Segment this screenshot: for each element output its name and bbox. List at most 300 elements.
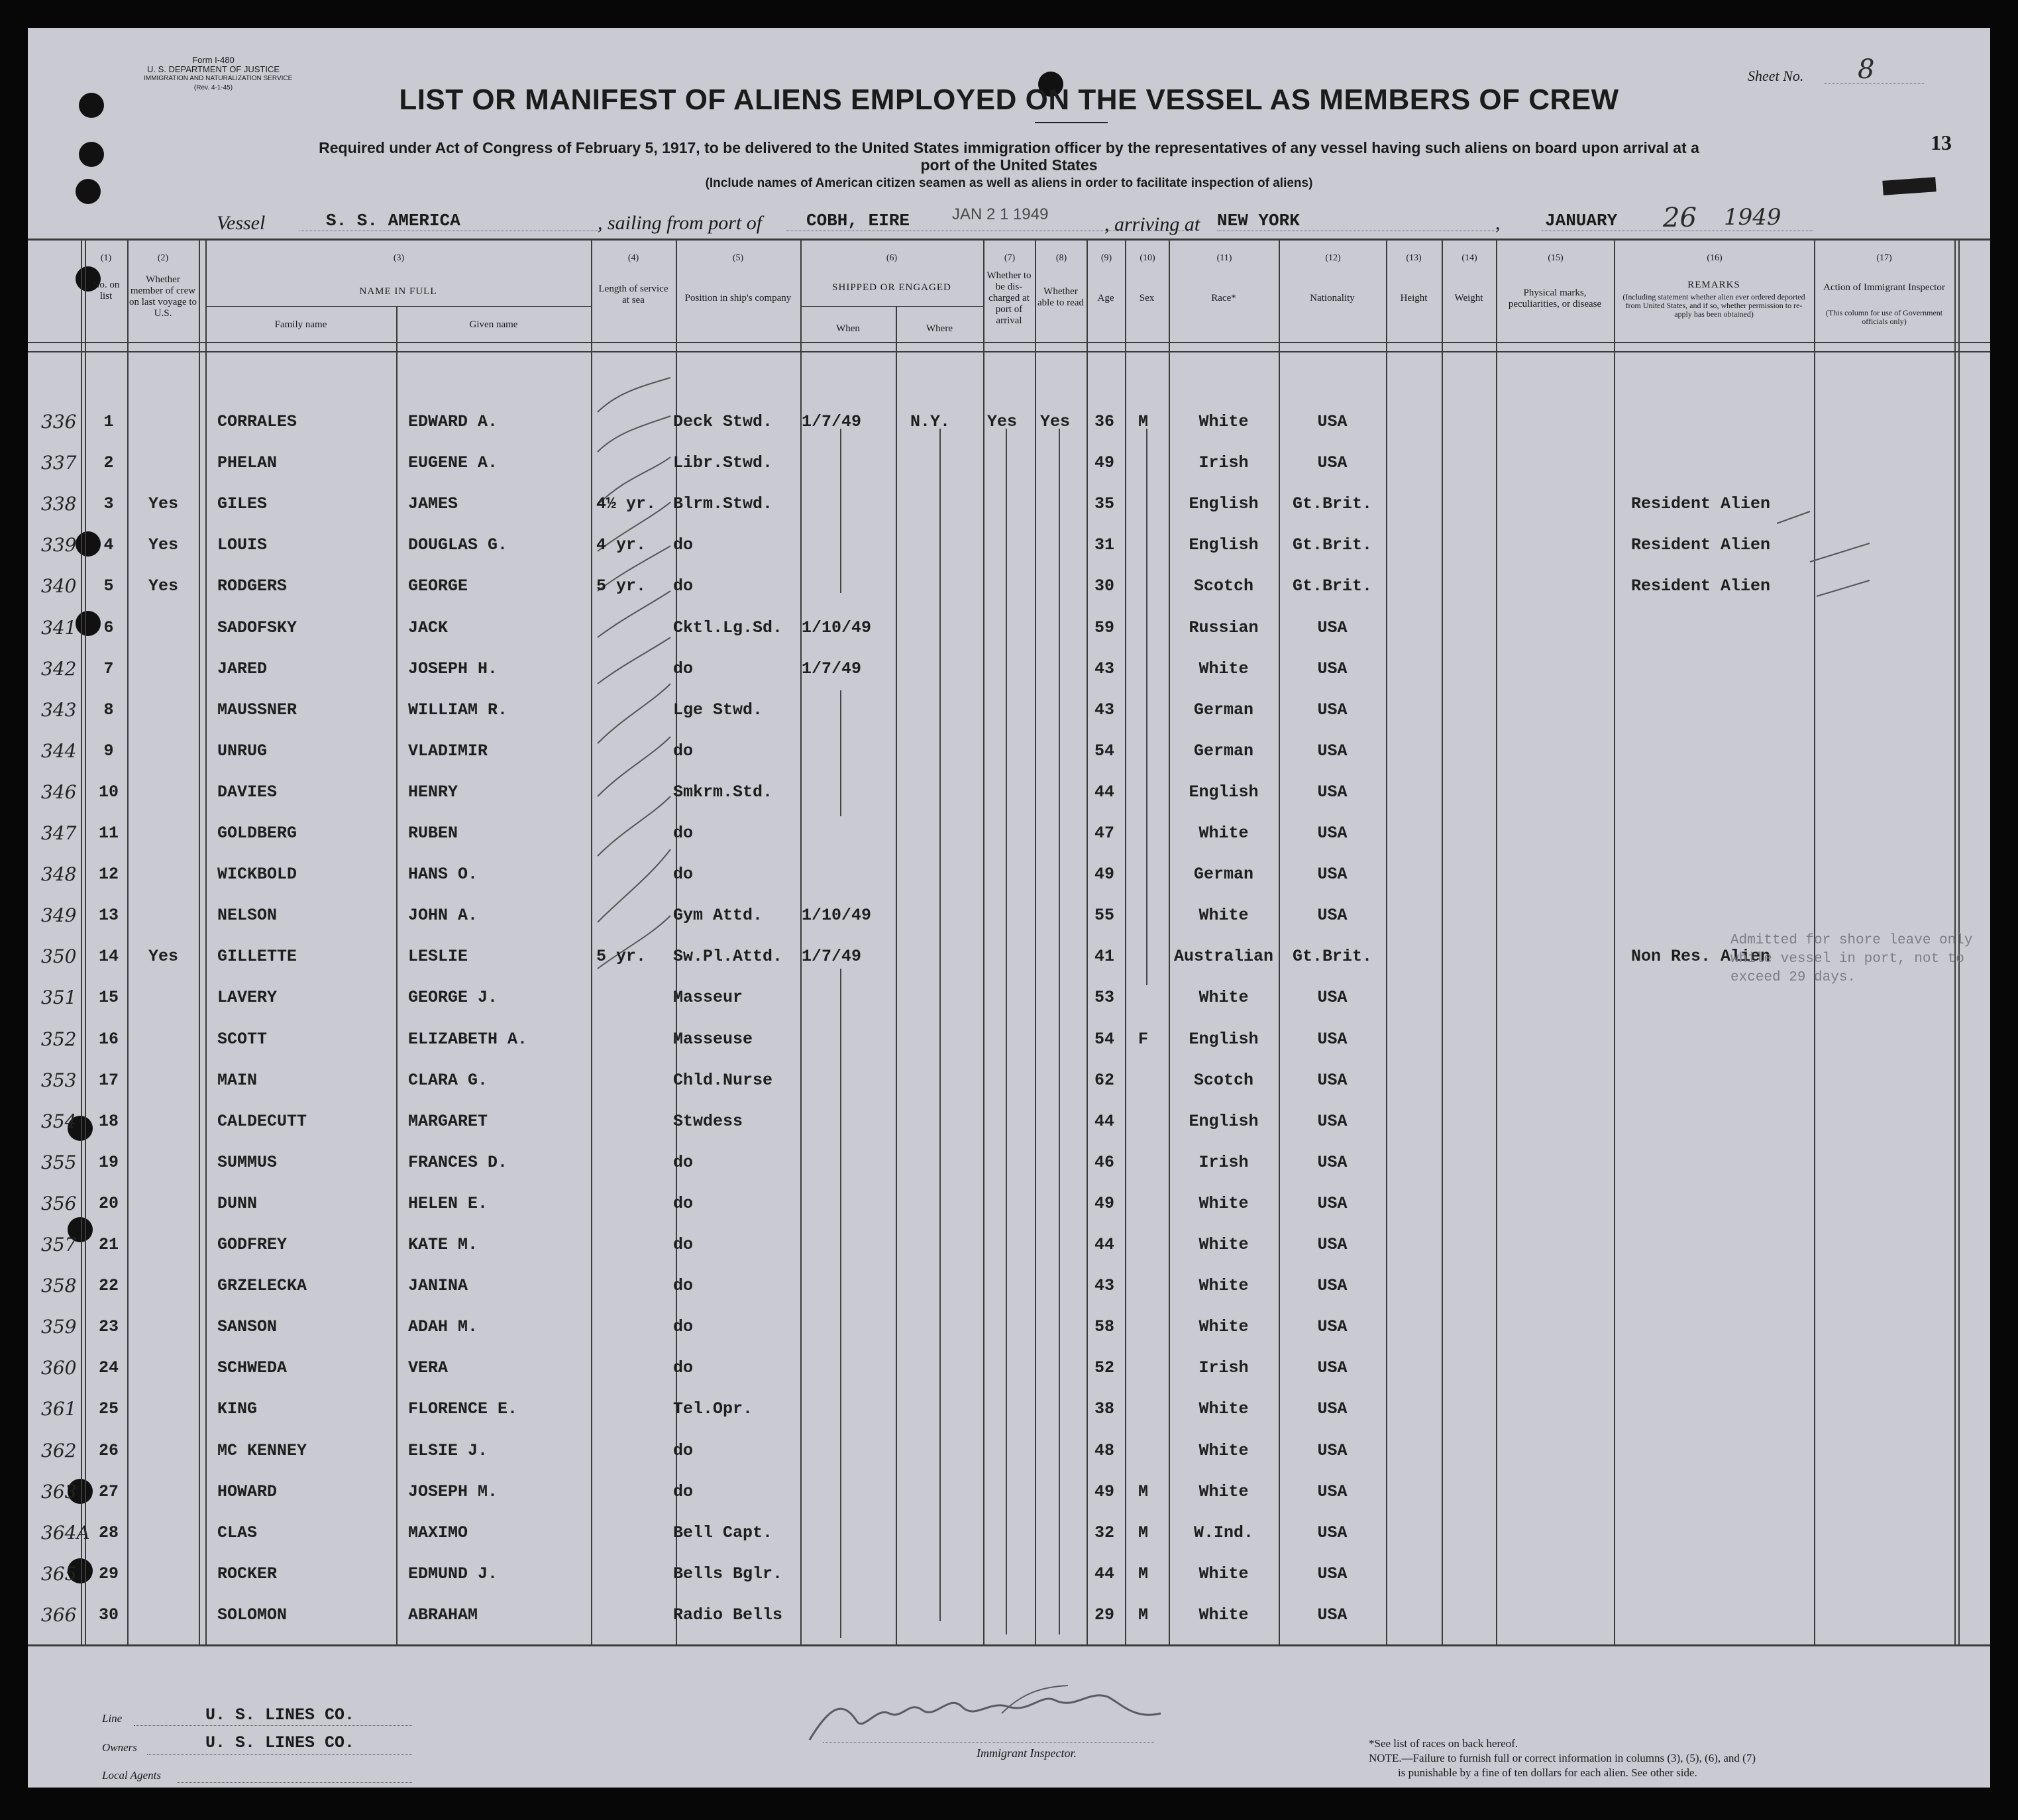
row-number: 9 bbox=[103, 741, 114, 761]
position: Libr.Stwd. bbox=[673, 453, 773, 473]
row-number: 4 bbox=[103, 535, 114, 555]
family-name: MC KENNEY bbox=[217, 1440, 307, 1460]
given-name: GEORGE J. bbox=[408, 988, 498, 1008]
sex: M bbox=[1138, 1481, 1149, 1501]
race: White bbox=[1198, 1440, 1249, 1460]
engaged-where: N.Y. bbox=[910, 412, 951, 431]
race: White bbox=[1198, 988, 1249, 1008]
position: Blrm.Stwd. bbox=[673, 494, 773, 514]
list-line-number: 361 bbox=[41, 1398, 77, 1420]
title-underline bbox=[1035, 122, 1108, 123]
row-number: 19 bbox=[98, 1152, 119, 1172]
service-length: 5 yr. bbox=[596, 576, 647, 596]
list-line-number: 359 bbox=[41, 1316, 77, 1338]
family-name: JARED bbox=[217, 659, 268, 678]
nationality: Gt.Brit. bbox=[1292, 535, 1373, 555]
position: do bbox=[673, 1440, 694, 1460]
col-16-number: (16) bbox=[1707, 253, 1723, 263]
row-number: 28 bbox=[98, 1523, 119, 1542]
position: Bells Bglr. bbox=[673, 1564, 783, 1583]
list-line-number: 352 bbox=[41, 1028, 77, 1050]
position: do bbox=[673, 824, 694, 843]
given-name: ABRAHAM bbox=[408, 1605, 478, 1625]
given-name: VERA bbox=[408, 1358, 449, 1378]
position: do bbox=[673, 535, 694, 555]
col-7-number: (7) bbox=[1004, 253, 1016, 263]
family-name: GRZELECKA bbox=[217, 1276, 307, 1296]
given-name: MAXIMO bbox=[408, 1523, 468, 1542]
age: 58 bbox=[1094, 1317, 1115, 1337]
age: 49 bbox=[1094, 453, 1115, 473]
position: Smkrm.Std. bbox=[673, 782, 773, 802]
nationality: USA bbox=[1317, 1564, 1348, 1583]
race: White bbox=[1198, 1276, 1249, 1296]
discharge: Yes bbox=[987, 412, 1018, 431]
service-length: 4 yr. bbox=[596, 535, 647, 555]
arrival-day: 26 bbox=[1663, 203, 1697, 233]
col-16-header: REMARKS bbox=[1687, 280, 1740, 290]
page-title: LIST OR MANIFEST OF ALIENS EMPLOYED ON THE VESSEL AS MEMBERS OF CREW bbox=[399, 83, 1619, 116]
nationality: Gt.Brit. bbox=[1292, 576, 1373, 596]
position: Deck Stwd. bbox=[673, 412, 773, 431]
given-name: GEORGE bbox=[408, 576, 468, 596]
col-9-header: Age bbox=[1097, 293, 1114, 303]
family-name: LOUIS bbox=[217, 535, 268, 555]
family-name: GILES bbox=[217, 494, 268, 514]
nationality: USA bbox=[1317, 1111, 1348, 1131]
given-name: LESLIE bbox=[408, 947, 468, 967]
family-name: SANSON bbox=[217, 1317, 278, 1337]
nationality: USA bbox=[1317, 1605, 1348, 1625]
given-name: HENRY bbox=[408, 782, 458, 802]
table-row bbox=[28, 448, 1990, 489]
col-1-header: No. on list bbox=[92, 280, 120, 301]
row-number: 25 bbox=[98, 1399, 119, 1419]
nationality: USA bbox=[1317, 617, 1348, 637]
given-name: RUBEN bbox=[408, 824, 458, 843]
row-number: 24 bbox=[98, 1358, 119, 1378]
family-name: GOLDBERG bbox=[217, 824, 297, 843]
list-line-number: 344 bbox=[41, 739, 77, 762]
vessel-label: Vessel bbox=[217, 212, 266, 234]
row-number: 6 bbox=[103, 617, 114, 637]
nationality: USA bbox=[1317, 1193, 1348, 1213]
position: Masseur bbox=[673, 988, 743, 1008]
list-line-number: 339 bbox=[41, 534, 77, 557]
family-name: SOLOMON bbox=[217, 1605, 288, 1625]
table-row bbox=[28, 1148, 1990, 1189]
position: Cktl.Lg.Sd. bbox=[673, 617, 783, 637]
list-line-number: 360 bbox=[41, 1357, 77, 1379]
race: German bbox=[1193, 865, 1253, 884]
col-17-note: (This column for use of Government officials only) bbox=[1825, 308, 1943, 326]
date-stamp: JAN 2 1 1949 bbox=[952, 205, 1049, 223]
row-number: 7 bbox=[103, 659, 114, 678]
age: 48 bbox=[1094, 1440, 1115, 1460]
form-service: IMMIGRATION AND NATURALIZATION SERVICE bbox=[144, 75, 293, 82]
table-row bbox=[28, 695, 1990, 736]
penalty-note-2: is punishable by a fine of ten dollars for each alien. See other side. bbox=[1398, 1766, 1697, 1779]
col-10-header: Sex bbox=[1139, 293, 1155, 303]
engaged-when: 1/7/49 bbox=[802, 947, 862, 967]
race: German bbox=[1193, 741, 1253, 761]
family-name: CALDECUTT bbox=[217, 1111, 307, 1131]
race: White bbox=[1198, 659, 1249, 678]
previous-voyage: Yes bbox=[148, 947, 179, 967]
family-name: SADOFSKY bbox=[217, 617, 297, 637]
table-row bbox=[28, 941, 1990, 983]
age: 35 bbox=[1094, 494, 1115, 514]
row-number: 23 bbox=[98, 1317, 119, 1337]
row-number: 26 bbox=[98, 1440, 119, 1460]
arrival-year: 1949 bbox=[1724, 204, 1781, 231]
position: do bbox=[673, 1358, 694, 1378]
nationality: Gt.Brit. bbox=[1292, 494, 1373, 514]
family-name: RODGERS bbox=[217, 576, 288, 596]
position: Masseuse bbox=[673, 1029, 753, 1049]
race: White bbox=[1198, 1235, 1249, 1254]
col-6-header: SHIPPED OR ENGAGED bbox=[832, 282, 951, 293]
given-name: VLADIMIR bbox=[408, 741, 488, 761]
race: English bbox=[1189, 535, 1259, 555]
nationality: USA bbox=[1317, 741, 1348, 761]
position: do bbox=[673, 1317, 694, 1337]
row-number: 20 bbox=[98, 1193, 119, 1213]
col-12-header: Nationality bbox=[1310, 293, 1355, 303]
table-row bbox=[28, 777, 1990, 818]
list-line-number: 364A bbox=[41, 1521, 90, 1544]
age: 46 bbox=[1094, 1152, 1115, 1172]
family-name: KING bbox=[217, 1399, 258, 1419]
nationality: USA bbox=[1317, 824, 1348, 843]
row-number: 15 bbox=[98, 988, 119, 1008]
race: Irish bbox=[1198, 1358, 1249, 1378]
nationality: USA bbox=[1317, 782, 1348, 802]
engaged-when: 1/7/49 bbox=[802, 659, 862, 678]
nationality: USA bbox=[1317, 1523, 1348, 1542]
list-line-number: 350 bbox=[41, 945, 77, 968]
previous-voyage: Yes bbox=[148, 494, 179, 514]
sex: M bbox=[1138, 1605, 1149, 1625]
line-label: Line bbox=[102, 1712, 123, 1725]
col-3-family-header: Family name bbox=[274, 319, 327, 330]
row-number: 5 bbox=[103, 576, 114, 596]
owners-label: Owners bbox=[102, 1741, 137, 1754]
col-8-number: (8) bbox=[1055, 253, 1067, 263]
engaged-when: 1/7/49 bbox=[802, 412, 862, 431]
given-name: DOUGLAS G. bbox=[408, 535, 508, 555]
col-8-header: Whether able to read bbox=[1037, 286, 1084, 308]
col-4-header: Length of service at sea bbox=[598, 284, 668, 305]
age: 49 bbox=[1094, 1481, 1115, 1501]
list-line-number: 336 bbox=[41, 411, 77, 433]
page-number: 13 bbox=[1931, 131, 1952, 154]
row-number: 1 bbox=[103, 412, 114, 431]
penalty-note-1: NOTE.—Failure to furnish full or correct information in columns (3), (5), (6), and (7) bbox=[1369, 1752, 1756, 1764]
age: 43 bbox=[1094, 659, 1115, 678]
age: 54 bbox=[1094, 1029, 1115, 1049]
given-name: JACK bbox=[408, 617, 449, 637]
age: 29 bbox=[1094, 1605, 1115, 1625]
age: 44 bbox=[1094, 1235, 1115, 1254]
position: do bbox=[673, 1152, 694, 1172]
list-line-number: 353 bbox=[41, 1069, 77, 1091]
form-department: U. S. DEPARTMENT OF JUSTICE bbox=[146, 64, 280, 74]
col-7-header: Whether to be dis-charged at port of arrival bbox=[986, 270, 1032, 326]
nationality: USA bbox=[1317, 1399, 1348, 1419]
nationality: USA bbox=[1317, 865, 1348, 884]
race: Irish bbox=[1198, 453, 1249, 473]
age: 43 bbox=[1094, 700, 1115, 720]
position: Chld.Nurse bbox=[673, 1070, 773, 1090]
table-row bbox=[28, 1559, 1990, 1600]
table-row bbox=[28, 489, 1990, 530]
list-line-number: 351 bbox=[41, 987, 77, 1009]
nationality: USA bbox=[1317, 700, 1348, 720]
list-line-number: 358 bbox=[41, 1275, 77, 1297]
col-5-header: Position in ship's company bbox=[684, 293, 792, 303]
nationality: USA bbox=[1317, 1481, 1348, 1501]
age: 47 bbox=[1094, 824, 1115, 843]
vessel-name: S. S. AMERICA bbox=[326, 211, 460, 231]
given-name: EDWARD A. bbox=[408, 412, 498, 431]
race: Scotch bbox=[1193, 1070, 1253, 1090]
race: English bbox=[1189, 1029, 1259, 1049]
list-line-number: 355 bbox=[41, 1151, 77, 1173]
row-number: 13 bbox=[98, 906, 119, 926]
table-row bbox=[28, 1600, 1990, 1641]
col-15-number: (15) bbox=[1548, 253, 1564, 263]
sailing-label: , sailing from port of bbox=[598, 212, 763, 234]
given-name: JOSEPH M. bbox=[408, 1481, 498, 1501]
nationality: USA bbox=[1317, 1276, 1348, 1296]
sex: F bbox=[1138, 1029, 1149, 1049]
race: W.Ind. bbox=[1193, 1523, 1253, 1542]
list-line-number: 347 bbox=[41, 822, 77, 844]
list-line-number: 337 bbox=[41, 452, 77, 474]
given-name: ELSIE J. bbox=[408, 1440, 488, 1460]
family-name: UNRUG bbox=[217, 741, 268, 761]
family-name: NELSON bbox=[217, 906, 278, 926]
family-name: GODFREY bbox=[217, 1235, 288, 1254]
list-line-number: 365 bbox=[41, 1562, 77, 1585]
nationality: USA bbox=[1317, 412, 1348, 431]
given-name: JOHN A. bbox=[408, 906, 478, 926]
family-name: ROCKER bbox=[217, 1564, 278, 1583]
col-13-header: Height bbox=[1400, 293, 1428, 303]
service-length: 4½ yr. bbox=[596, 494, 657, 514]
nationality: USA bbox=[1317, 1440, 1348, 1460]
previous-voyage: Yes bbox=[148, 535, 179, 555]
list-line-number: 342 bbox=[41, 657, 77, 680]
row-number: 30 bbox=[98, 1605, 119, 1625]
manifest-sheet: Form I-480 U. S. DEPARTMENT OF JUSTICE IMMIGRATION AND NATURALIZATION SERVICE (Rev. 4-1-45) Sheet No. 8 13 LIST OR MANIFEST OF ALIENS EMPLOYED ON THE VESSEL AS MEMBERS OF CREW Required under Act of Congress of February 5, 1917, to be delivered to the United States immigration officer by the representatives of any vessel having such aliens on board upon arrival at a port of the United States (Include names of American citizen seamen as well as aliens in order to facilitate inspection of aliens) Vessel S. S. AMERICA , sailing from port of COBH, EIRE JAN 2 1 1949 , arriving at NEW YORK , JANUARY 26 1949 (1) (2) (3) (4) (5) (6) (7) (8) (9) (10) (11) (12) (13) (14) (15) (16) (17) No. on list Whether member of crew on last voyage to U.S. NAME IN FULL Family name Given name Length of service at sea Position in ship's company SHIPPED OR ENGAGED When Where Whether to be dis-charged at port of arrival Whether able to read Age Sex Race* Nationality Height Weight Physical marks, peculiarities, or disease REMARKS (Including statement whether alien ever ordered deported from United States, and if so, whether permission to re-apply has been obtained) Action of Immigrant Inspector (This column for use of Government officials only) 336 1 CORRALES EDWARD A. Deck Stwd. 1/7/49 N.Y. Yes Yes 36 M White USA 337 2 PHELAN EUGENE A. Libr.Stwd. 49 Irish USA 338 3 Yes GILES JAMES 4½ yr. Blrm.Stwd. 35 English Gt.Brit. Resident Alien 339 4 Yes LOUIS DOUGLAS G. 4 yr. do 31 English Gt.Brit. Resident Alien 340 5 Yes RODGERS GEORGE 5 yr. do 30 Scotch Gt.Brit. Resident Alien 341 6 SADOFSKY JACK Cktl.Lg.Sd. 1/10/49 59 Russian USA 342 7 JARED JOSEPH H. do 1/7/49 43 White USA 343 8 MAUSSNER WILLIAM R. Lge Stwd. 43 German USA 344 9 UNRUG VLADIMIR do 54 German USA 346 10 DAVIES HENRY Smkrm.Std. 44 English USA 347 11 GOLDBERG RUBEN do 47 White USA 348 12 WICKBOLD HANS O. do 49 German USA 349 13 NELSON JOHN A. Gym Attd. 1/10/49 55 White USA 350 14 Yes GILLETTE LESLIE 5 yr. Sw.Pl.Attd. 1/7/49 41 Australian Gt.Brit. Non Res. Alien 351 15 LAVERY GEORGE J. Masseur 53 White USA 352 16 SCOTT ELIZABETH A. Masseuse 54 F English USA 353 17 MAIN CLARA G. Chld.Nurse 62 Scotch USA 354 18 CALDECUTT MARGARET Stwdess 44 English USA 355 19 SUMMUS FRANCES D. do 46 Irish USA 356 20 DUNN HELEN E. do 49 White USA 357 21 GODFREY KATE M. do 44 White USA 358 22 GRZELECKA JANINA do 43 White USA 359 23 SANSON ADAH M. do 58 White USA 360 24 SCHWEDA VERA do 52 Irish USA 361 25 KING FLORENCE E. Tel.Opr. 38 White USA 362 26 MC KENNEY ELSIE J. do 48 White USA 363 27 HOWARD JOSEPH M. do 49 M White USA 364A 28 CLAS MAXIMO Bell Capt. 32 M W.Ind. USA 365 29 ROCKER EDMUND J. Bells Bglr. 44 M White USA 366 30 SOLOMON ABRAHAM Radio Bells 29 M White USA Admitted for shore leave only while vessel in port, not to exceed 29 days. Line U. S. LINES CO. Owners U. S. LINES CO. Local Agents Immigrant Inspector. *See list of races on back hereof. NOTE.—Failure to furnish full or correct information in columns (3), (5), (6), and (7) is punishable by a fine of ten dollars for each alien. See other side. bbox=[28, 28, 1990, 1788]
age: 44 bbox=[1094, 1111, 1115, 1131]
family-name: SCOTT bbox=[217, 1029, 268, 1049]
position: do bbox=[673, 1481, 694, 1501]
shore-leave-line-3: exceed 29 days. bbox=[1730, 970, 1856, 985]
race: Irish bbox=[1198, 1152, 1249, 1172]
given-name: EUGENE A. bbox=[408, 453, 498, 473]
col-2-number: (2) bbox=[157, 253, 169, 263]
race: Australian bbox=[1173, 947, 1274, 967]
table-row bbox=[28, 1230, 1990, 1271]
position: Lge Stwd. bbox=[673, 700, 763, 720]
given-name: MARGARET bbox=[408, 1111, 488, 1131]
local-agents-label: Local Agents bbox=[102, 1769, 161, 1782]
row-number: 16 bbox=[98, 1029, 119, 1049]
engaged-when: 1/10/49 bbox=[802, 617, 872, 637]
given-name: HELEN E. bbox=[408, 1193, 488, 1213]
col-3-given-header: Given name bbox=[469, 319, 518, 330]
race: White bbox=[1198, 1317, 1249, 1337]
row-number: 12 bbox=[98, 865, 119, 884]
col-16-note: (Including statement whether alien ever ordered deported from United States, and if so, whether permission to re-apply has been obtained) bbox=[1622, 292, 1805, 319]
row-number: 29 bbox=[98, 1564, 119, 1583]
nationality: USA bbox=[1317, 1358, 1348, 1378]
table-row bbox=[28, 1024, 1990, 1065]
family-name: CORRALES bbox=[217, 412, 297, 431]
family-name: CLAS bbox=[217, 1523, 258, 1542]
age: 49 bbox=[1094, 865, 1115, 884]
position: do bbox=[673, 659, 694, 678]
race: White bbox=[1198, 1399, 1249, 1419]
table-row bbox=[28, 1271, 1990, 1312]
row-number: 18 bbox=[98, 1111, 119, 1131]
col-15-header: Physical marks, peculiarities, or disease bbox=[1508, 288, 1602, 309]
sex: M bbox=[1138, 412, 1149, 431]
given-name: ADAH M. bbox=[408, 1317, 478, 1337]
remarks: Resident Alien bbox=[1631, 494, 1771, 514]
age: 32 bbox=[1094, 1523, 1115, 1542]
nationality: USA bbox=[1317, 1317, 1348, 1337]
nationality: USA bbox=[1317, 906, 1348, 926]
departure-port: COBH, EIRE bbox=[806, 211, 910, 231]
position: Bell Capt. bbox=[673, 1523, 773, 1542]
age: 53 bbox=[1094, 988, 1115, 1008]
col-6-number: (6) bbox=[886, 253, 898, 263]
race: White bbox=[1198, 906, 1249, 926]
family-name: LAVERY bbox=[217, 988, 278, 1008]
age: 62 bbox=[1094, 1070, 1115, 1090]
shore-leave-line-1: Admitted for shore leave only bbox=[1730, 933, 1973, 948]
given-name: WILLIAM R. bbox=[408, 700, 508, 720]
list-line-number: 356 bbox=[41, 1192, 77, 1214]
race: Scotch bbox=[1193, 576, 1253, 596]
arrival-month: JANUARY bbox=[1545, 211, 1618, 231]
position: Gym Attd. bbox=[673, 906, 763, 926]
list-line-number: 338 bbox=[41, 493, 77, 515]
age: 30 bbox=[1094, 576, 1115, 596]
table-row bbox=[28, 1353, 1990, 1394]
nationality: Gt.Brit. bbox=[1292, 947, 1373, 967]
form-revision: (Rev. 4-1-45) bbox=[193, 84, 233, 91]
age: 55 bbox=[1094, 906, 1115, 926]
col-11-header: Race* bbox=[1211, 293, 1236, 303]
form-number: Form I-480 bbox=[192, 55, 235, 65]
row-number: 10 bbox=[98, 782, 119, 802]
given-name: JAMES bbox=[408, 494, 458, 514]
given-name: CLARA G. bbox=[408, 1070, 488, 1090]
race: English bbox=[1189, 1111, 1259, 1131]
col-10-number: (10) bbox=[1140, 253, 1155, 263]
given-name: ELIZABETH A. bbox=[408, 1029, 528, 1049]
race: White bbox=[1198, 824, 1249, 843]
col-17-header: Action of Immigrant Inspector bbox=[1823, 282, 1945, 293]
position: Radio Bells bbox=[673, 1605, 783, 1625]
previous-voyage: Yes bbox=[148, 576, 179, 596]
table-row bbox=[28, 736, 1990, 777]
table-row bbox=[28, 571, 1990, 612]
nationality: USA bbox=[1317, 988, 1348, 1008]
remarks: Resident Alien bbox=[1631, 535, 1771, 555]
col-13-number: (13) bbox=[1406, 253, 1422, 263]
age: 41 bbox=[1094, 947, 1115, 967]
age: 44 bbox=[1094, 782, 1115, 802]
family-name: GILLETTE bbox=[217, 947, 297, 967]
col-14-number: (14) bbox=[1461, 253, 1477, 263]
sheet-number-label: Sheet No. bbox=[1748, 68, 1804, 84]
sheet-number: 8 bbox=[1858, 54, 1875, 85]
shore-leave-note bbox=[1730, 932, 1972, 987]
list-line-number: 362 bbox=[41, 1439, 77, 1462]
col-3-number: (3) bbox=[393, 253, 405, 263]
family-name: SCHWEDA bbox=[217, 1358, 288, 1378]
race: Russian bbox=[1189, 617, 1259, 637]
col-5-number: (5) bbox=[732, 253, 744, 263]
service-length: 5 yr. bbox=[596, 947, 647, 967]
table-row bbox=[28, 530, 1990, 571]
list-line-number: 346 bbox=[41, 780, 77, 803]
list-line-number: 343 bbox=[41, 698, 77, 721]
table-row bbox=[28, 1106, 1990, 1148]
age: 59 bbox=[1094, 617, 1115, 637]
nationality: USA bbox=[1317, 453, 1348, 473]
sex: M bbox=[1138, 1564, 1149, 1583]
arriving-label: , arriving at bbox=[1104, 213, 1200, 235]
family-name: HOWARD bbox=[217, 1481, 278, 1501]
remarks: Resident Alien bbox=[1631, 576, 1771, 596]
table-row bbox=[28, 983, 1990, 1024]
family-name: PHELAN bbox=[217, 453, 278, 473]
table-row bbox=[28, 1312, 1990, 1353]
given-name: HANS O. bbox=[408, 865, 478, 884]
race: White bbox=[1198, 1564, 1249, 1583]
subtitle-line-2: port of the United States bbox=[920, 156, 1098, 174]
row-number: 17 bbox=[98, 1070, 119, 1090]
list-line-number: 357 bbox=[41, 1234, 77, 1256]
family-name: SUMMUS bbox=[217, 1152, 278, 1172]
table-row bbox=[28, 818, 1990, 859]
col-14-header: Weight bbox=[1454, 293, 1483, 303]
table-row bbox=[28, 1477, 1990, 1518]
nationality: USA bbox=[1317, 1029, 1348, 1049]
row-number: 3 bbox=[103, 494, 114, 514]
age: 31 bbox=[1094, 535, 1115, 555]
table-row bbox=[28, 1518, 1990, 1559]
family-name: MAUSSNER bbox=[217, 700, 297, 720]
row-number: 22 bbox=[98, 1276, 119, 1296]
col-1-number: (1) bbox=[100, 253, 112, 263]
col-6-when-header: When bbox=[836, 323, 860, 334]
inspector-label: Immigrant Inspector. bbox=[977, 1746, 1077, 1760]
row-number: 2 bbox=[103, 453, 114, 473]
table-row bbox=[28, 859, 1990, 900]
family-name: DAVIES bbox=[217, 782, 278, 802]
table-row bbox=[28, 1436, 1990, 1477]
able-to-read: Yes bbox=[1040, 412, 1071, 431]
given-name: FRANCES D. bbox=[408, 1152, 508, 1172]
